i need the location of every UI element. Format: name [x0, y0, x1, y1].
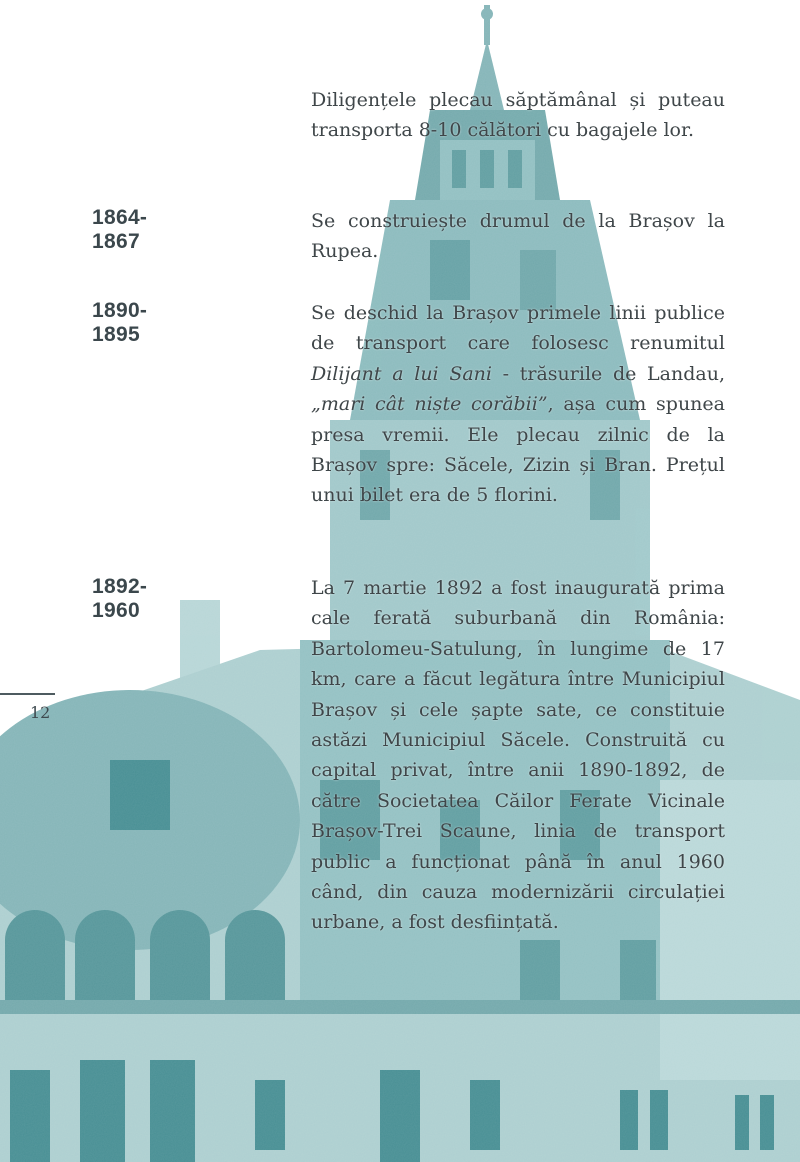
page-number-rule	[0, 693, 55, 695]
entry-text-part: - trăsurile de Landau,	[491, 362, 725, 385]
entry-year: 1890-1895	[92, 299, 148, 346]
entry-text	[311, 298, 725, 511]
entry-text-italic: Dilijant a lui Sani	[311, 362, 492, 385]
entry-text: Se construiește drumul de la Brașov la Rupea.	[311, 210, 725, 263]
page-number: 12	[30, 703, 51, 722]
entry-text-italic: „mari cât niște corăbii”	[311, 393, 548, 416]
entry-text: Diligențele plecau săptămânal și puteau transporta 8-10 călători cu bagajele lor.	[311, 89, 725, 142]
entry-text-part: Se deschid la Brașov primele linii publice de transport care folosesc renumitul	[311, 302, 725, 355]
entry-text: La 7 martie 1892 a fost inaugurată prima cale ferată suburbană din România: Bartolomeu-Satulung, în lungime de 17 km, care a făcut legătura între Municipiul Brașov și cele șapte sate, ce constituie astăzi Municipiul Săcele. Construită cu capital privat, între anii 1890-1892, de către Societatea Căilor Ferate Vicinale Brașov-Trei Scaune, linia de transport public a funcționat până în anul 1960 când, din cauza modernizării circulației urbane, a fost desființată.	[311, 577, 725, 934]
entry-text-part: , așa cum spunea presa vremii. Ele plecau zilnic de la Brașov spre: Săcele, Zizin și Bran. Prețul unui bilet era de 5 florini.	[311, 393, 725, 507]
entry-year: 1892-1960	[92, 575, 148, 622]
entry-year: 1864-1867	[92, 206, 148, 253]
